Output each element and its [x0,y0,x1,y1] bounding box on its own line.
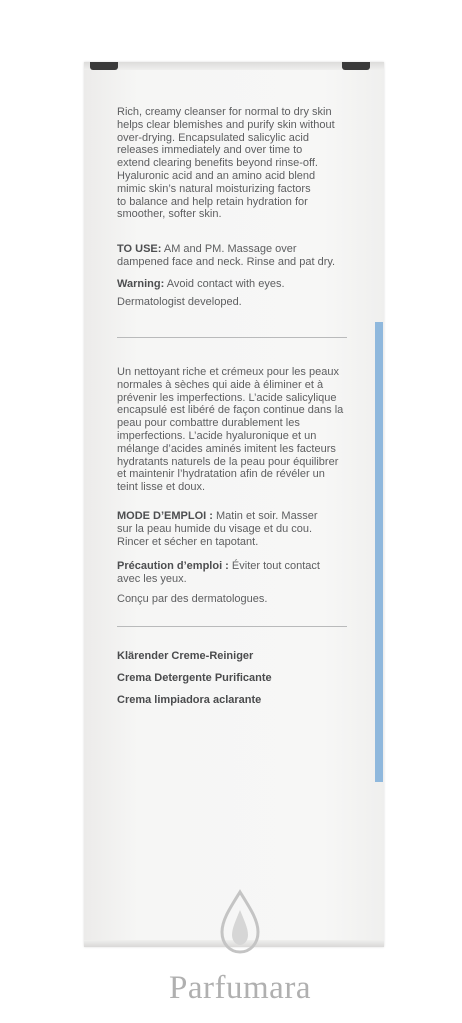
warning-label: Warning: [117,278,165,290]
product-name-es: Crema limpiadora aclarante [117,694,262,706]
caution-label: Précaution d’emploi : [117,560,229,572]
english-warning: Warning: Avoid contact with eyes. [117,278,285,290]
divider-rule [117,626,347,627]
box-tab-left [90,62,118,70]
usage-label: MODE D’EMPLOI : [117,510,213,522]
french-usage: MODE D’EMPLOI : Matin et soir. Masser sur la peau humide du visage et du cou. Rincer et sécher en tapotant. [117,510,318,548]
watermark-brand: Parfumara [169,970,311,1006]
blue-accent-strip [375,322,383,782]
box-tab-right [342,62,370,70]
watermark-logo [150,888,330,1006]
french-description: Un nettoyant riche et crémeux pour les peaux normales à sèches qui aide à éliminer et à prévenir les imperfections. L’acide salicylique encapsulé est libéré de façon continue dans la peau pour combattre durablement les imperfections. L’acide hyaluronique et un mélange d’acides aminés imitent les facteurs hydratants naturels de la peau pour équilibrer et maintenir l’hydratation afin de révéler un teint lisse et doux. [117,366,344,494]
french-developed: Conçu par des dermatologues. [117,593,268,605]
french-caution: Précaution d’emploi : Éviter tout contact avec les yeux. [117,560,320,585]
divider-rule [117,337,347,338]
product-names [117,672,353,685]
english-developed: Dermatologist developed. [117,296,242,308]
english-description: Rich, creamy cleanser for normal to dry skin helps clear blemishes and purify skin without over-drying. Encapsulated salicylic acid releases immediately and over time to extend clearing benefits beyond rinse-off. Hyaluronic acid and an amino acid blend mimic skin’s natural moisturizing factors to balance and help retain hydration for smoother, softer skin. [117,106,335,221]
leaf-drop-icon [210,888,270,958]
product-names [117,650,353,663]
product-name-de: Klärender Creme-Reiniger [117,650,254,662]
box-top-edge [84,62,384,70]
product-name-it: Crema Detergente Purificante [117,672,272,684]
english-section [117,106,353,221]
french-section [117,366,353,494]
english-to-use: TO USE: AM and PM. Massage over dampened face and neck. Rinse and pat dry. [117,243,336,268]
product-names [117,694,353,707]
to-use-label: TO USE: [117,243,162,255]
